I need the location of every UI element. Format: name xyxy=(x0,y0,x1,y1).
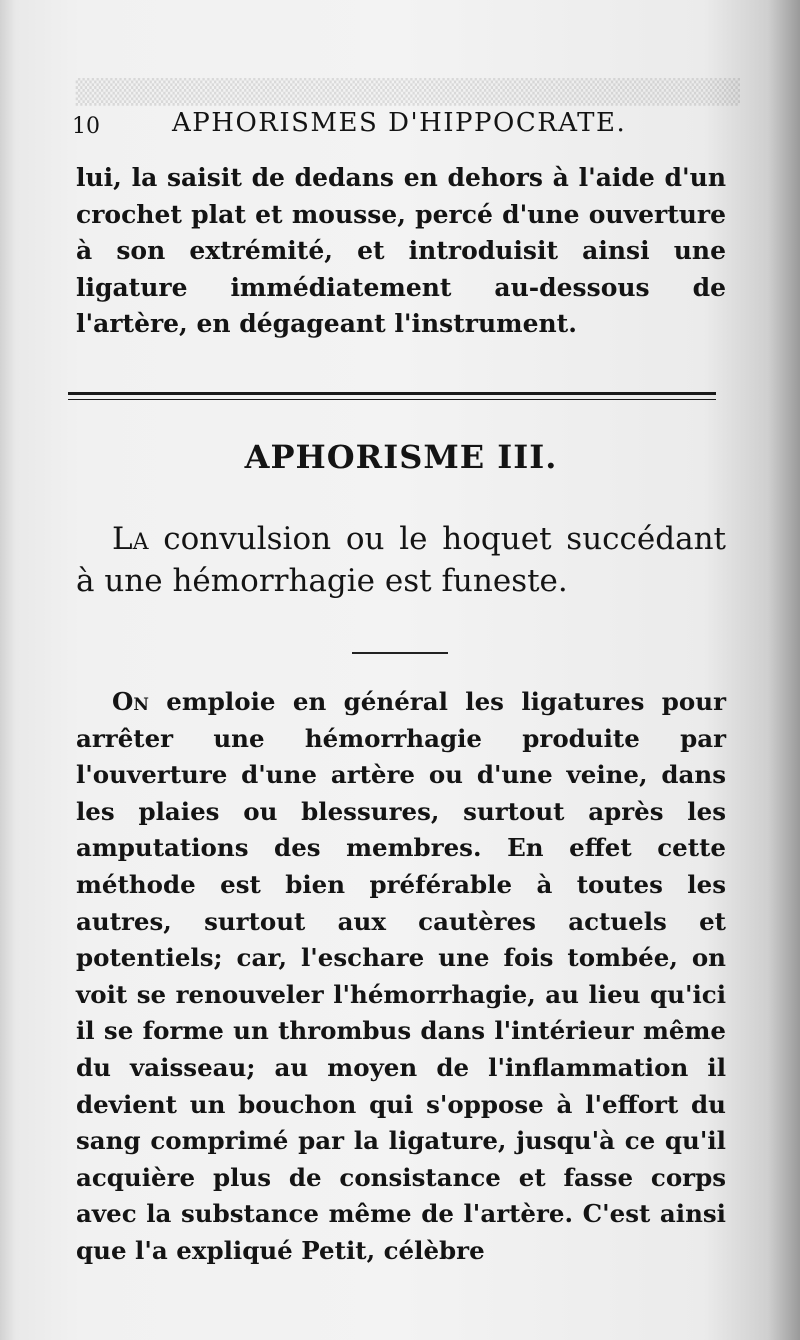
commentary-paragraph xyxy=(76,684,726,1270)
running-head: APHORISMES D'HIPPOCRATE. xyxy=(172,108,627,138)
aphorism-body: convulsion ou le hoquet succédant à une hémorrhagie est funeste. xyxy=(76,521,726,599)
double-rule-divider xyxy=(68,392,716,400)
section-title: APHORISME III. xyxy=(244,438,558,476)
page-header xyxy=(72,108,720,148)
commentary-lead: On xyxy=(112,687,149,716)
top-paragraph-text: lui, la saisit de dedans en dehors à l'aide d'un crochet plat et mousse, percé d'une ouverture à son extrémité, et introduisit ainsi une ligature immédiatement au-dessous de l'artère, en dégageant l'instrument. xyxy=(76,163,726,338)
top-paragraph xyxy=(76,160,726,343)
bleed-through-texture: ▒▒▒▒▒▒▒▒▒▒▒▒▒▒▒▒▒▒▒▒▒▒▒▒▒▒▒▒▒▒▒▒▒▒▒▒ xyxy=(75,78,740,106)
page-number: 10 xyxy=(72,114,100,139)
aphorism-lead: La xyxy=(112,521,149,557)
short-rule-divider xyxy=(352,652,448,654)
aphorism-text xyxy=(76,518,726,602)
commentary-body: emploie en général les ligatures pour arrêter une hémorrhagie produite par l'ouverture d'une artère ou d'une veine, dans les plaies ou blessures, surtout après les amputations des membres. En effet cette méthode est bien préférable à toutes les autres, surtout aux cautères actuels et potentiels; car, l'eschare une fois tombée, on voit se renouveler l'hémorrhagie, au lieu qu'ici il se forme un thrombus dans l'intérieur même du vaisseau; au moyen de l'inflammation il devient un bouchon qui s'oppose à l'effort du sang comprimé par la ligature, jusqu'à ce qu'il acquière plus de consistance et fasse corps avec la substance même de l'artère. C'est ainsi que l'a expliqué Petit, célèbre xyxy=(76,687,726,1265)
